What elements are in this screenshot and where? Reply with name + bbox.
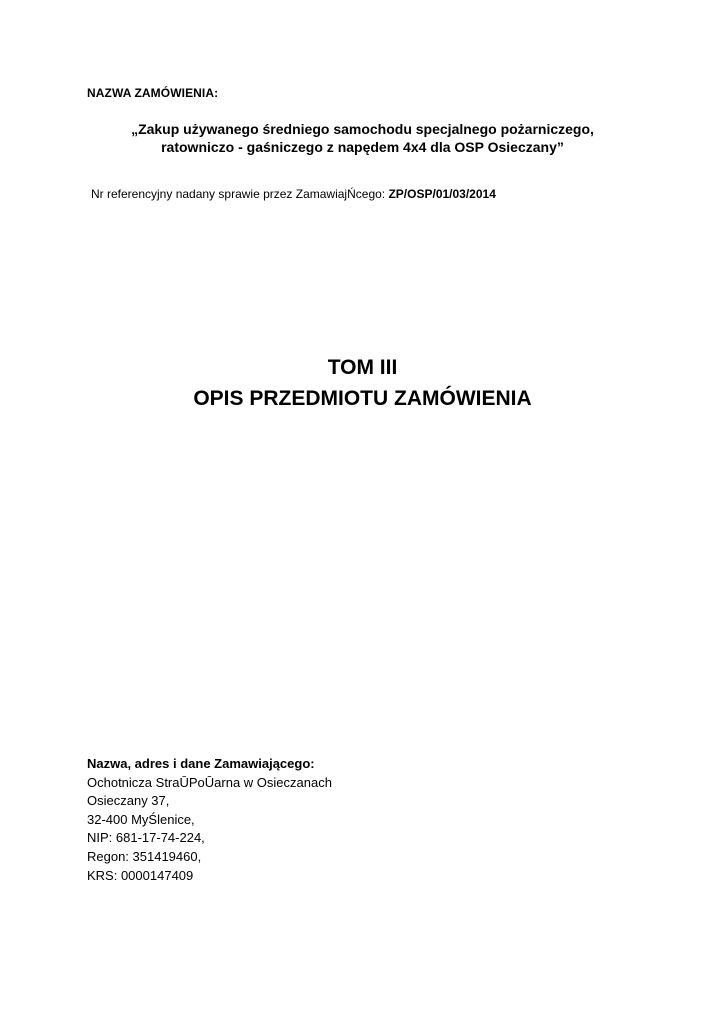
contracting-authority-regon: Regon: 351419460, [87,848,202,864]
order-title-line-2: ratowniczo - gaśniczego z napędem 4x4 dla OSP Osieczany” [161,139,564,155]
contracting-authority-name: Ochotnicza StraŪPoŪarna w Osieczanach [87,774,332,790]
reference-number-prefix: Nr referencyjny nadany sprawie przez ZamawiajŃcego: [91,187,389,201]
contracting-authority-city: 32-400 MyŚlenice, [87,811,195,827]
order-title-line-1: „Zakup używanego średniego samochodu specjalnego pożarniczego, [131,121,594,137]
contracting-authority-street: Osieczany 37, [87,793,170,809]
reference-number-line [91,187,496,201]
contracting-authority-heading: Nazwa, adres i dane Zamawiającego: [87,756,315,771]
reference-number-value: ZP/OSP/01/03/2014 [388,187,496,201]
contracting-authority-nip: NIP: 681-17-74-224, [87,830,205,846]
contracting-authority-krs: KRS: 0000147409 [87,867,194,883]
contracting-authority-block [87,755,332,885]
volume-number: TOM III [327,356,398,379]
volume-title: OPIS PRZEDMIOTU ZAMÓWIENIA [193,387,532,410]
order-name-label: NAZWA ZAMÓWIENIA: [87,86,219,100]
